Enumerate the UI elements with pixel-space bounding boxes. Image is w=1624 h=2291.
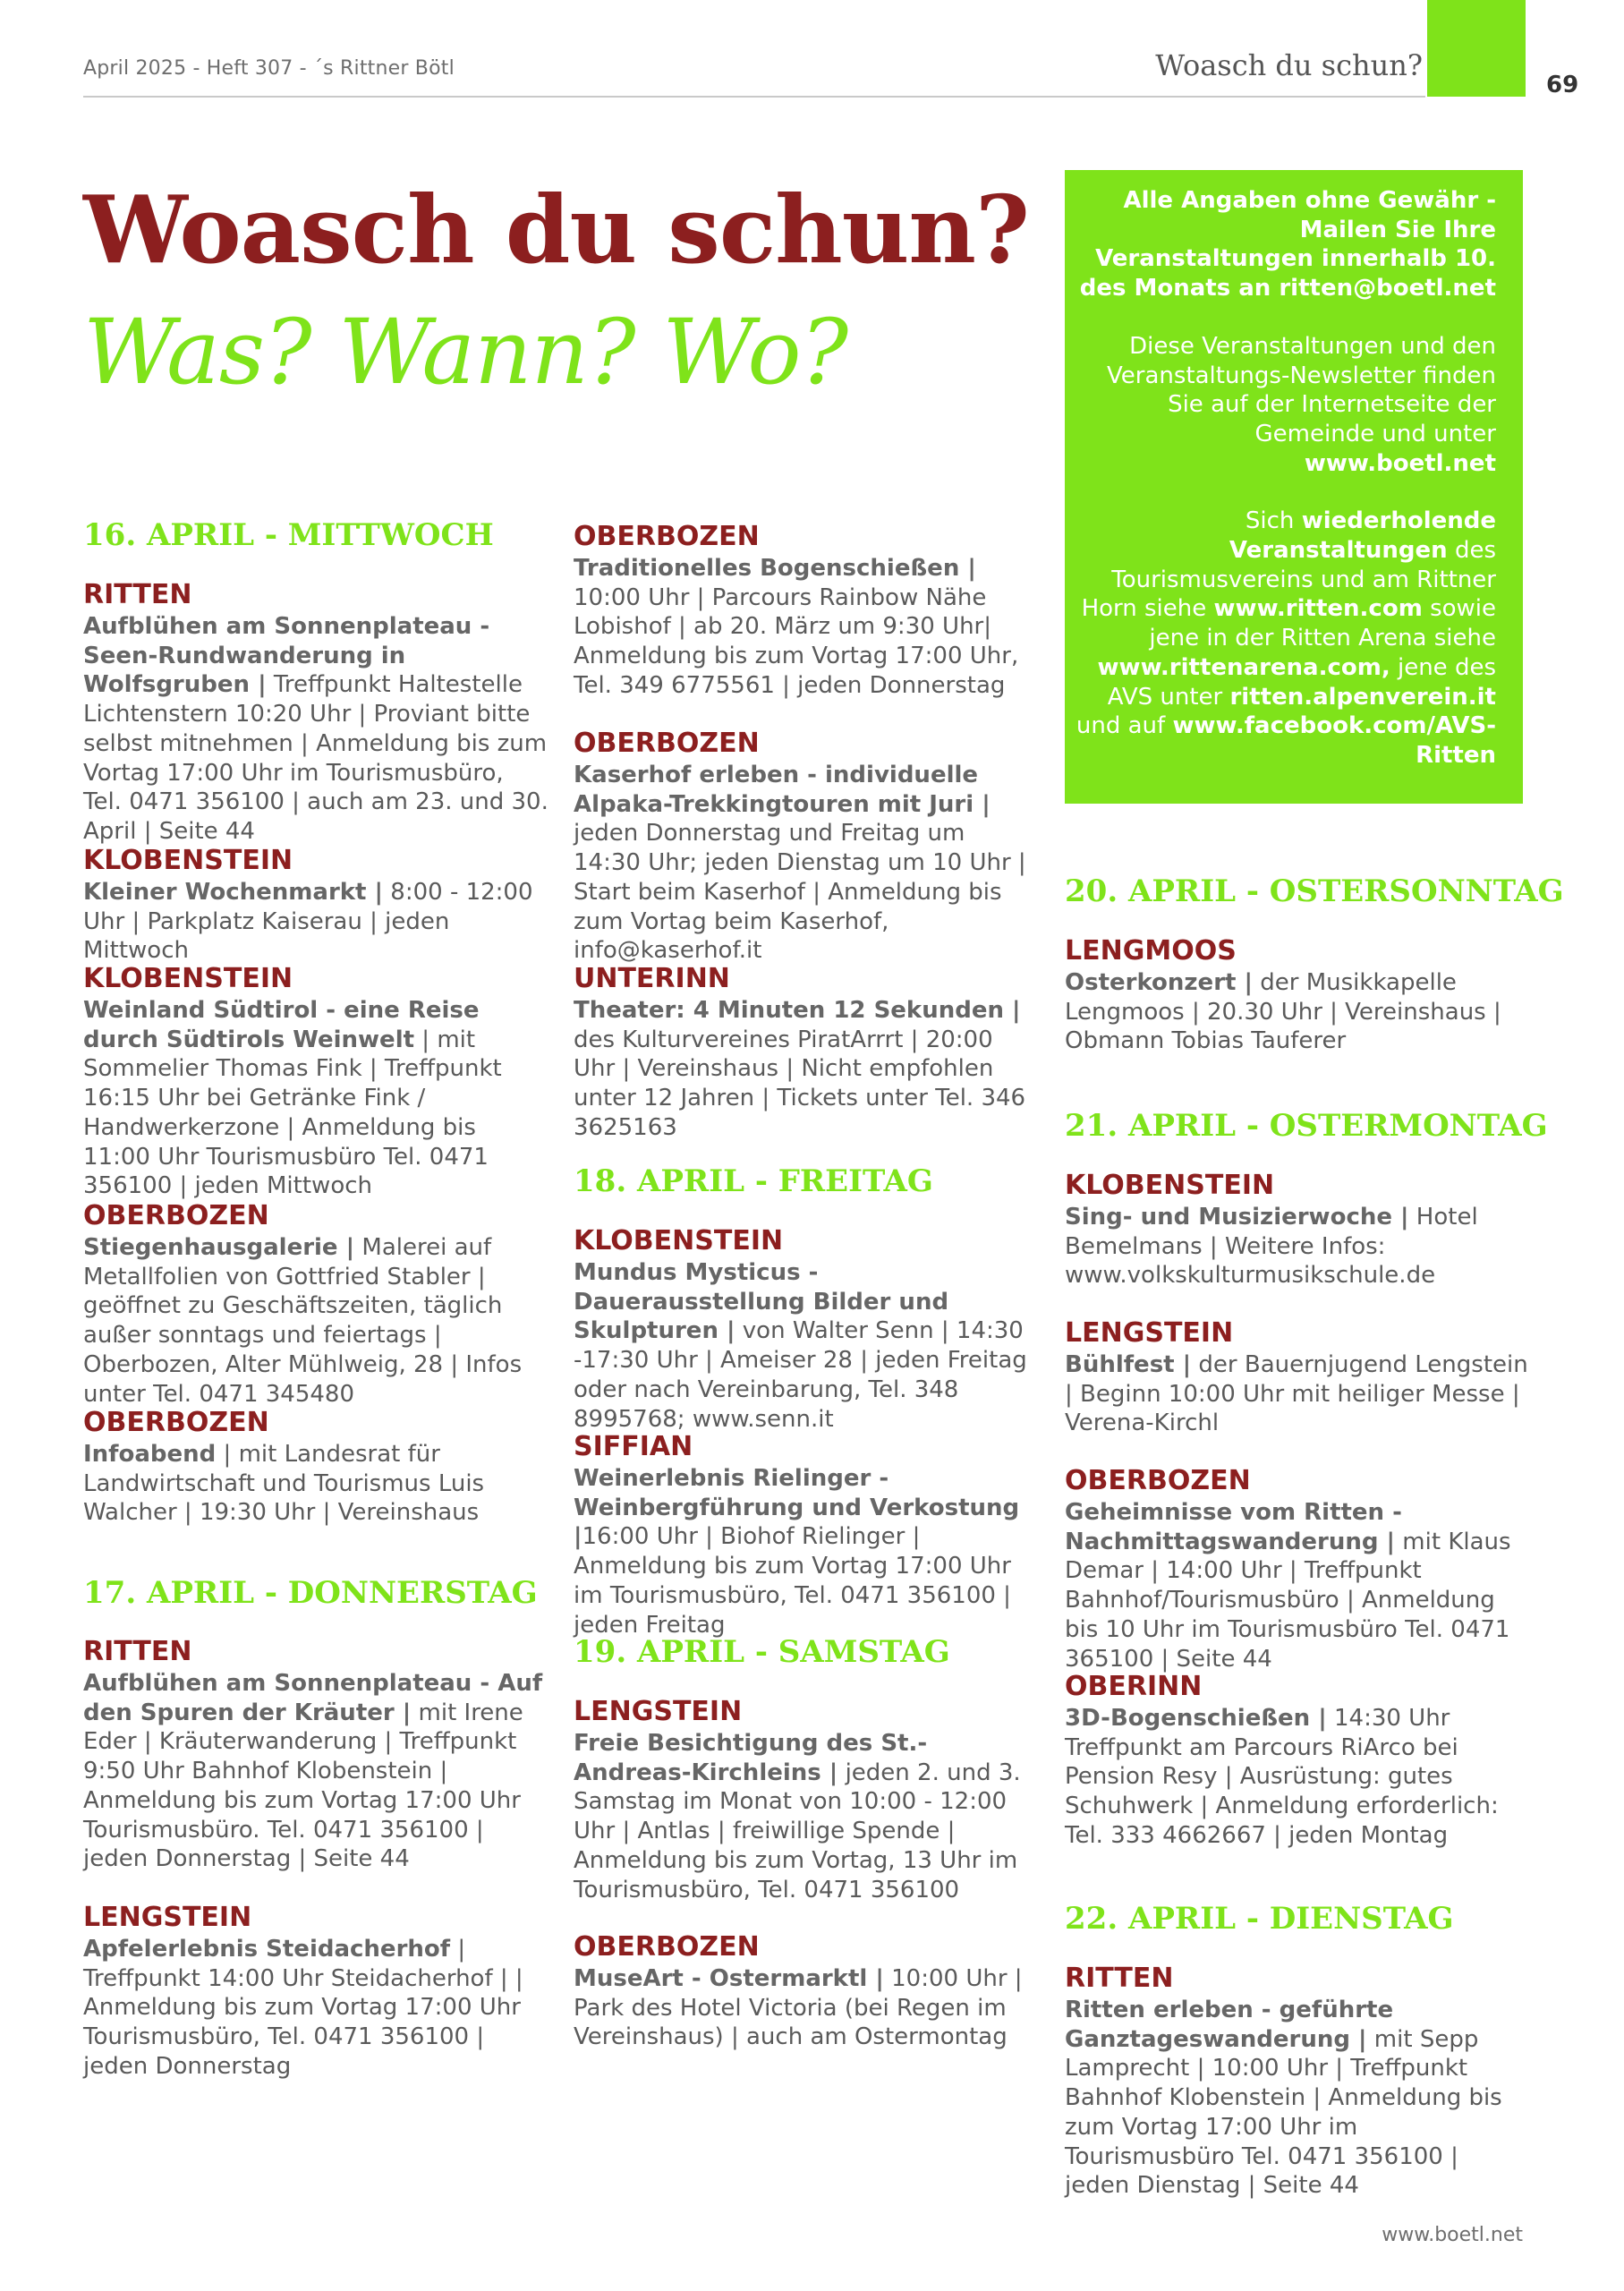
info-link-alpenverein[interactable]: ritten.alpenverein.it (1229, 683, 1496, 711)
event-item (1065, 1963, 1530, 2201)
event-location: OBERINN (1065, 1671, 1203, 1702)
day-heading-16: 16. APRIL - MITTWOCH (83, 517, 494, 553)
event-details: mit Sepp Lamprecht | 10:00 Uhr | Treffpunkt Bahnhof Klobenstein | Anmeldung bis zum Vortag 17:00 Uhr im Tourismusbüro Tel. 0471 356100 | jeden Dienstag | Seite 44 (1065, 2025, 1502, 2200)
event-details: mit Irene Eder | Kräuterwanderung | Treffpunkt 9:50 Uhr Bahnhof Klobenstein | Anmeldung bis zum Vortag 17:00 Uhr Tourismusbüro. Tel. 0471 356100 | jeden Donnerstag | Seite 44 (83, 1699, 523, 1873)
event-location: SIFFIAN (574, 1431, 693, 1462)
event-details: | mit Landesrat für Landwirtschaft und Tourismus Luis Walcher | 19:30 Uhr | Vereinshaus (83, 1441, 485, 1527)
event-title: 3D-Bogenschießen | (1065, 1705, 1327, 1732)
info-newsletter: Diese Veranstaltungen und den Veranstaltungs-Newsletter finden Sie auf der Internetseite der Gemeinde und unter www.boetl.net (1107, 332, 1496, 477)
event-details: 16:00 Uhr | Biohof Rielinger | Anmeldung bis zum Vortag 17:00 Uhr im Tourismusbüro, Tel. 0471 356100 | jeden Freitag (574, 1523, 1011, 1639)
event-location: RITTEN (1065, 1963, 1174, 1994)
event-item (574, 522, 1039, 701)
event-item (574, 1226, 1039, 1434)
event-location: LENGMOOS (1065, 935, 1237, 967)
event-location: OBERBOZEN (1065, 1465, 1251, 1496)
event-title: MuseArt - Ostermarktl | (574, 1965, 884, 1992)
footer-url[interactable]: www.boetl.net (1382, 2224, 1523, 2246)
running-header: April 2025 - Heft 307 - ´s Rittner Bötl (83, 57, 455, 80)
info-disclaimer: Alle Angaben ohne Gewähr - Mailen Sie Ihre Veranstaltungen innerhalb 10. des Monats an ritten@boetl.net (1079, 187, 1496, 302)
event-title: Ritten erleben - geführte Ganztageswanderung | (1065, 1997, 1394, 2053)
event-title: Stiegenhausgalerie | (83, 1234, 355, 1261)
event-details: 10:00 Uhr | Parcours Rainbow Nähe Lobishof | ab 20. März um 9:30 Uhr| Anmeldung bis zum Vortag 17:00 Uhr, Tel. 349 6775561 | jeden Donnerstag (574, 583, 1019, 699)
event-title: Mundus Mysticus - Dauerausstellung Bilder und Skulpturen | (574, 1259, 949, 1345)
event-details: jeden Donnerstag und Freitag um 14:30 Uhr; jeden Dienstag um 10 Uhr | Start beim Kaserhof | Anmeldung bis zum Vortag beim Kaserhof, info@kaserhof.it (574, 820, 1026, 965)
event-item (574, 1697, 1039, 1904)
event-title: Bühlfest | (1065, 1351, 1192, 1378)
event-item (1065, 1672, 1530, 1851)
event-details: Malerei auf Metallfolien von Gottfried Stabler | geöffnet zu Geschäftszeiten, täglich außer sonntags und feiertags | Oberbozen, Alter Mühlweig, 28 | Infos unter Tel. 0471 345480 (83, 1234, 523, 1408)
event-details: jeden 2. und 3. Samstag im Monat von 10:00 - 12:00 Uhr | Antlas | freiwillige Spende | Anmeldung bis zum Vortag, 13 Uhr im Tourismusbüro, Tel. 0471 356100 (574, 1759, 1021, 1903)
event-location: KLOBENSTEIN (83, 963, 293, 994)
event-item (574, 728, 1039, 966)
event-title: Apfelerlebnis Steidacherhof (83, 1936, 451, 1963)
event-location: LENGSTEIN (1065, 1317, 1234, 1349)
event-location: LENGSTEIN (83, 1902, 252, 1933)
event-location: KLOBENSTEIN (574, 1225, 784, 1256)
event-item (83, 1201, 548, 1409)
event-title: Theater: 4 Minuten 12 Sekunden | (574, 997, 1021, 1024)
event-title: Infoabend (83, 1441, 217, 1468)
event-title: Kleiner Wochenmarkt | (83, 879, 384, 906)
event-details: | mit Sommelier Thomas Fink | Treffpunkt 16:15 Uhr bei Getränke Fink / Handwerkerzone | Anmeldung bis 11:00 Uhr Tourismusbüro Tel. 0471 356100 | jeden Mittwoch (83, 1026, 502, 1200)
event-location: OBERBOZEN (83, 1407, 269, 1438)
info-recurring: Sich wiederholende Veranstaltungen des Tourismusvereins und am Rittner Horn siehe www.ritten.com sowie jene in der Ritten Arena siehe www.rittenarena.com, jene des AVS unter ritten.alpenverein.it und auf www.facebook.com/AVS-Ritten (1076, 507, 1496, 769)
event-location: LENGSTEIN (574, 1696, 743, 1727)
event-title: Aufblühen am Sonnenplateau - Auf den Spuren der Kräuter | (83, 1670, 543, 1726)
event-item (83, 964, 548, 1201)
event-location: OBERBOZEN (574, 728, 760, 759)
event-item (1065, 936, 1530, 1056)
section-color-tab (1427, 0, 1526, 97)
header-divider (83, 96, 1425, 98)
event-details: 8:00 - 12:00 Uhr | Parkplatz Kaiserau | jeden Mittwoch (83, 879, 533, 965)
event-item (1065, 1318, 1530, 1438)
day-heading-20: 20. APRIL - OSTERSONNTAG (1065, 873, 1564, 909)
info-link-boetl[interactable]: www.boetl.net (1304, 449, 1496, 477)
event-location: OBERBOZEN (574, 521, 760, 552)
day-heading-22: 22. APRIL - DIENSTAG (1065, 1901, 1454, 1937)
event-title: Freie Besichtigung des St.-Andreas-Kirchleins | (574, 1730, 928, 1786)
event-item (83, 846, 548, 966)
event-location: KLOBENSTEIN (1065, 1170, 1275, 1201)
event-item (1065, 1171, 1530, 1290)
event-location: OBERBOZEN (83, 1200, 269, 1231)
event-location: UNTERINN (574, 963, 730, 994)
event-details: Treffpunkt Haltestelle Lichtenstern 10:20 Uhr | Proviant bitte selbst mitnehmen | Anmeldung bis zum Vortag 17:00 Uhr im Tourismusbüro, Tel. 0471 356100 | auch am 23. und 30. April | Seite 44 (83, 671, 548, 845)
event-item (83, 1637, 548, 1874)
event-item (1065, 1466, 1530, 1674)
event-title: Weinland Südtirol - eine Reise durch Südtirols Weinwelt (83, 997, 480, 1053)
event-details: 10:00 Uhr | Park des Hotel Victoria (bei Regen im Vereinshaus) | auch am Ostermontag (574, 1965, 1023, 2051)
day-heading-18: 18. APRIL - FREITAG (574, 1163, 933, 1199)
event-details: der Musikkapelle Lengmoos | 20.30 Uhr | Vereinshaus | Obmann Tobias Tauferer (1065, 969, 1501, 1055)
event-location: OBERBOZEN (574, 1931, 760, 1963)
page-number: 69 (1546, 72, 1579, 98)
event-item (574, 964, 1039, 1143)
event-location: RITTEN (83, 579, 192, 610)
event-details: der Bauernjugend Lengstein | Beginn 10:00 Uhr mit heiliger Messe | Verena-Kirchl (1065, 1351, 1528, 1437)
event-item (83, 580, 548, 847)
event-details: | Treffpunkt 14:00 Uhr Steidacherhof | | Anmeldung bis zum Vortag 17:00 Uhr Tourismusbüro, Tel. 0471 356100 | jeden Donnerstag (83, 1936, 523, 2080)
day-heading-17: 17. APRIL - DONNERSTAG (83, 1575, 538, 1611)
info-link-ritten[interactable]: www.ritten.com (1213, 595, 1423, 623)
event-title: Osterkonzert | (1065, 969, 1253, 996)
section-header: Woasch du schun? (1155, 48, 1423, 82)
event-item (574, 1432, 1039, 1639)
event-details: 14:30 Uhr Treffpunkt am Parcours RiArco bei Pension Resy | Ausrüstung: gutes Schuhwerk | Anmeldung erforderlich: Tel. 333 4662667 | jeden Montag (1065, 1705, 1499, 1849)
day-heading-21: 21. APRIL - OSTERMONTAG (1065, 1108, 1548, 1144)
day-heading-19: 19. APRIL - SAMSTAG (574, 1634, 950, 1670)
event-item (83, 1903, 548, 2082)
event-details: mit Klaus Demar | 14:00 Uhr | Treffpunkt Bahnhof/Tourismusbüro | Anmeldung bis 10 Uhr im Tourismusbüro Tel. 0471 365100 | Seite 44 (1065, 1528, 1511, 1673)
info-link-facebook[interactable]: www.facebook.com/AVS-Ritten (1172, 712, 1496, 769)
info-box (1065, 170, 1523, 804)
event-location: KLOBENSTEIN (83, 845, 293, 876)
event-item (83, 1408, 548, 1528)
event-title: Sing- und Musizierwoche | (1065, 1204, 1409, 1231)
info-link-rittenarena[interactable]: www.rittenarena.com, (1097, 653, 1390, 681)
event-title: Aufblühen am Sonnenplateau - Seen-Rundwanderung in Wolfsgruben | (83, 613, 490, 699)
event-details: Hotel Bemelmans | Weitere Infos: www.volkskulturmusikschule.de (1065, 1204, 1478, 1290)
event-item (574, 1932, 1039, 2052)
event-title: Weinerlebnis Rielinger - Weinbergführung und Verkostung | (574, 1465, 1020, 1551)
event-title: Geheimnisse vom Ritten - Nachmittagswanderung | (1065, 1499, 1402, 1555)
event-location: RITTEN (83, 1636, 192, 1667)
event-details: von Walter Senn | 14:30 -17:30 Uhr | Ameiser 28 | jeden Freitag oder nach Vereinbarung, Tel. 348 8995768; www.senn.it (574, 1317, 1027, 1433)
event-title: Traditionelles Bogenschießen | (574, 555, 976, 582)
page-subtitle: Was? Wann? Wo? (83, 300, 848, 405)
event-details: des Kulturvereines PiratArrrt | 20:00 Uhr | Vereinshaus | Nicht empfohlen unter 12 Jahren | Tickets unter Tel. 346 3625163 (574, 1026, 1026, 1141)
event-title: Kaserhof erleben - individuelle Alpaka-Trekkingtouren mit Juri | (574, 762, 991, 818)
page-title: Woasch du schun? (83, 175, 1029, 285)
